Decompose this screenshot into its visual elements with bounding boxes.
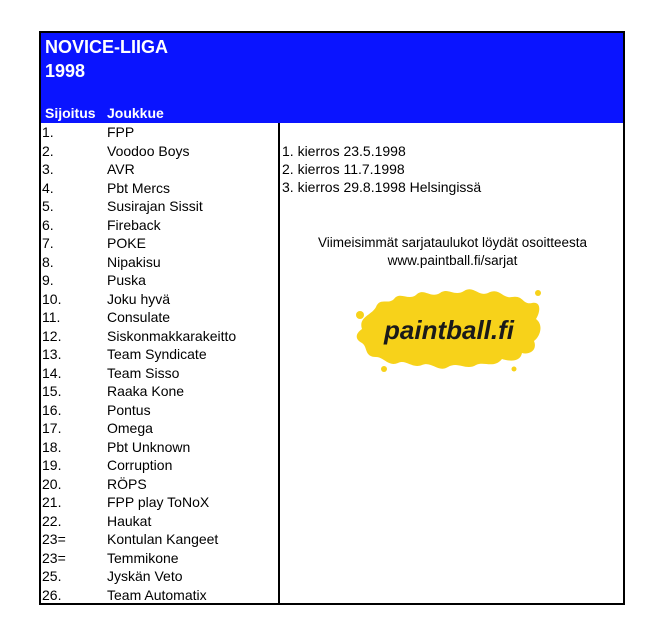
standings-table [39, 31, 625, 605]
rank-cell: 17. [42, 420, 62, 436]
team-cell: Team Sisso [107, 364, 180, 381]
team-cell: POKE [107, 235, 146, 251]
team-cell: FPP [107, 124, 135, 140]
team-cell: Voodoo Boys [107, 142, 190, 159]
rank-cell: 14. [42, 364, 62, 381]
table-row [41, 549, 278, 568]
rank-cell: 9. [42, 272, 54, 288]
team-cell: Team Syndicate [107, 346, 207, 362]
column-header-rank: Sijoitus [45, 105, 96, 121]
team-cell: Nipakisu [107, 253, 161, 270]
table-row [41, 271, 278, 290]
table-row [41, 438, 278, 457]
team-cell: Puska [107, 272, 146, 288]
rank-cell: 4. [42, 179, 54, 196]
team-cell: Siskonmakkarakeitto [107, 327, 237, 344]
table-row [41, 179, 278, 198]
table-row [41, 456, 278, 475]
table-row [41, 308, 278, 327]
rank-cell: 19. [42, 457, 62, 473]
rank-cell: 15. [42, 383, 62, 399]
rank-cell: 25. [42, 568, 62, 584]
paint-drop [512, 367, 517, 372]
team-cell: Raaka Kone [107, 383, 185, 399]
rank-cell: 7. [42, 235, 54, 251]
rank-cell: 20. [42, 475, 62, 492]
rank-cell: 22. [42, 512, 62, 529]
rank-cell: 23= [42, 531, 66, 547]
table-row [41, 123, 278, 142]
round-1-text: 1. kierros 23.5.1998 [282, 143, 406, 159]
column-header-team: Joukkue [107, 105, 164, 121]
paintball-logo [354, 285, 544, 373]
team-cell: Susirajan Sissit [107, 198, 203, 214]
table-row [41, 586, 278, 605]
info-panel [280, 123, 625, 605]
table-row [41, 401, 278, 420]
round-3-text: 3. kierros 29.8.1998 Helsingissä [282, 179, 482, 195]
rank-cell: 5. [42, 198, 54, 214]
team-cell: Pbt Mercs [107, 179, 171, 196]
team-cell: Consulate [107, 309, 171, 325]
table-row [41, 290, 278, 309]
info-url: www.paintball.fi/sarjat [387, 253, 518, 268]
logo-text: paintball.fi [384, 315, 514, 345]
rank-cell: 26. [42, 586, 62, 603]
table-row [41, 512, 278, 531]
rank-cell: 21. [42, 494, 62, 510]
paint-drop [381, 366, 387, 372]
rank-cell: 18. [42, 438, 62, 455]
rank-cell: 11. [42, 309, 61, 325]
table-row [41, 475, 278, 494]
team-cell: RÖPS [107, 475, 147, 492]
info-line-1: Viimeisimmät sarjataulukot löydät osoitteesta [317, 235, 588, 250]
table-header [41, 33, 623, 123]
team-cell: Kontulan Kangeet [107, 531, 219, 547]
rank-cell: 1. [42, 124, 54, 140]
rank-cell: 13. [42, 346, 62, 362]
league-title: NOVICE-LIIGA [45, 37, 169, 57]
team-cell: Temmikone [107, 549, 179, 566]
team-cell: Joku hyvä [107, 290, 171, 307]
rank-cell: 12. [42, 327, 62, 344]
rank-cell: 2. [42, 142, 54, 159]
rank-cell: 23= [42, 549, 66, 566]
team-cell: Pontus [107, 401, 151, 418]
team-cell: Corruption [107, 457, 173, 473]
team-cell: Haukat [107, 512, 152, 529]
table-row [41, 364, 278, 383]
team-cell: Pbt Unknown [107, 438, 191, 455]
rank-cell: 8. [42, 253, 54, 270]
table-row [41, 197, 278, 216]
paint-drop [535, 290, 541, 296]
table-row [41, 419, 278, 438]
table-row [41, 567, 278, 586]
standings-list [41, 123, 278, 604]
table-row [41, 160, 278, 179]
table-row [41, 345, 278, 364]
paint-drop [356, 311, 364, 319]
rank-cell: 10. [42, 290, 62, 307]
team-cell: AVR [107, 161, 135, 177]
season-year: 1998 [45, 61, 86, 81]
team-cell: Fireback [107, 216, 161, 233]
rank-cell: 3. [42, 161, 54, 177]
table-row [41, 142, 278, 161]
table-row [41, 382, 278, 401]
table-row [41, 234, 278, 253]
team-cell: Omega [107, 420, 153, 436]
round-2-text: 2. kierros 11.7.1998 [282, 161, 405, 177]
team-cell: FPP play ToNoX [107, 494, 210, 510]
table-row [41, 530, 278, 549]
table-row [41, 493, 278, 512]
table-row [41, 216, 278, 235]
table-row [41, 327, 278, 346]
rank-cell: 6. [42, 216, 54, 233]
rank-cell: 16. [42, 401, 62, 418]
team-cell: Team Automatix [107, 586, 207, 603]
table-row [41, 253, 278, 272]
team-cell: Jyskän Veto [107, 568, 183, 584]
